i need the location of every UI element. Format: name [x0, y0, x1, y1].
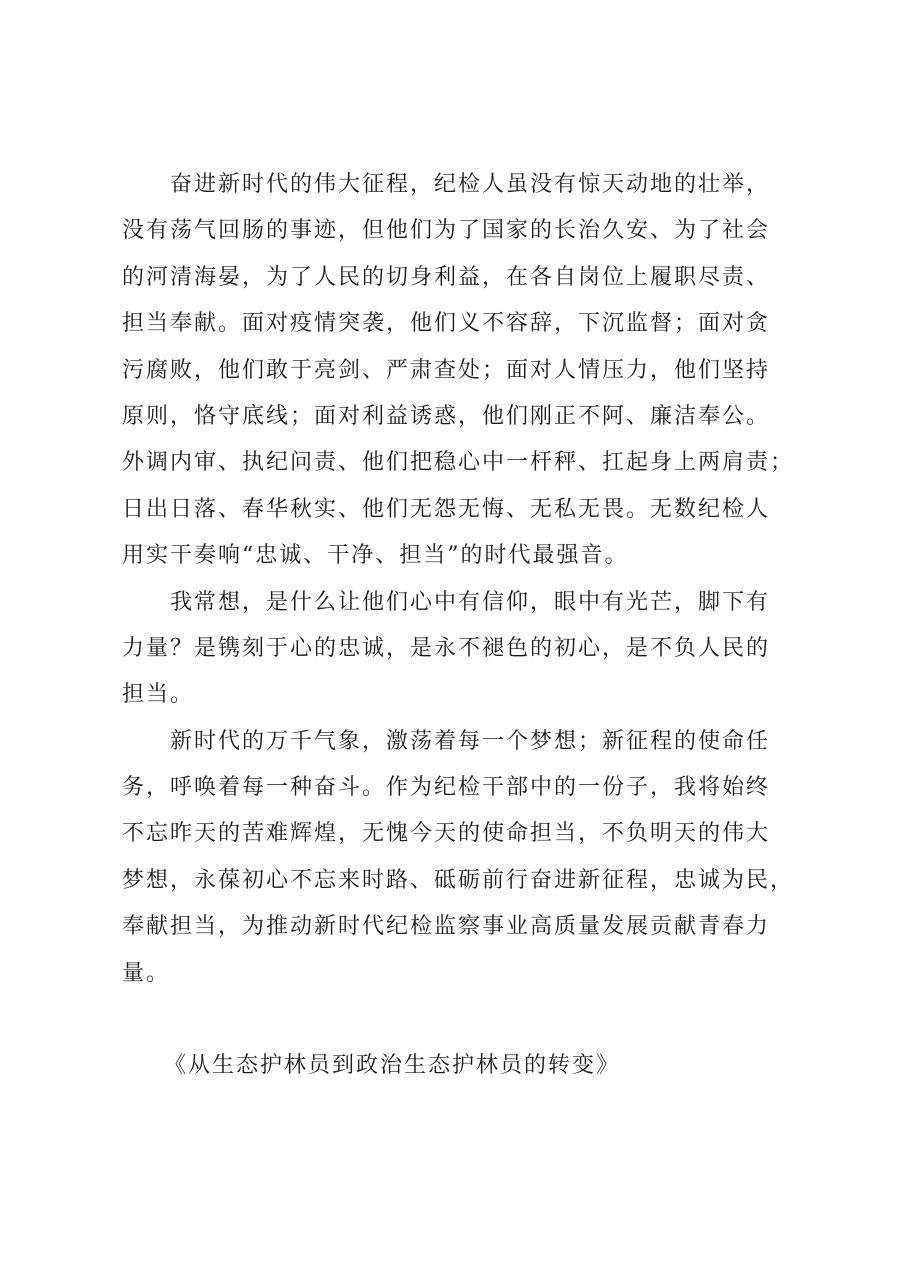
text-line: 担当奉献。面对疫情突袭，他们义不容辞，下沉监督；面对贪 [122, 311, 771, 337]
text-line: 奋进新时代的伟大征程，纪检人虽没有惊天动地的壮举， [170, 172, 771, 197]
text-line: 外调内审、执纪问责、他们把稳心中一杆秤、扛起身上两肩责； [122, 450, 795, 476]
text-line: 务，呼唤着每一种奋斗。作为纪检干部中的一份子，我将始终 [122, 775, 771, 801]
text-line: 奉献担当，为推动新时代纪检监察事业高质量发展贡献青春力 [122, 914, 771, 940]
text-line: 新时代的万千气象，激荡着每一个梦想；新征程的使命任 [170, 728, 771, 754]
section-spacer [122, 997, 812, 1043]
paragraph-3 [122, 719, 812, 997]
text-line: 原则，恪守底线；面对利益诱惑，他们刚正不阿、廉洁奉公。 [122, 403, 771, 429]
text-line: 量。 [122, 960, 171, 986]
text-line: 我常想，是什么让他们心中有信仰，眼中有光芒，脚下有 [170, 589, 771, 615]
text-line: 的河清海晏，为了人民的切身利益，在各自岗位上履职尽责、 [122, 264, 771, 290]
text-line: 用实干奏响“忠诚、干净、担当”的时代最强音。 [122, 543, 629, 569]
text-line: 不忘昨天的苦难辉煌，无愧今天的使命担当，不负明天的伟大 [122, 821, 771, 847]
next-article-title: 《从生态护林员到政治生态护林员的转变》 [164, 1053, 621, 1079]
text-line: 担当。 [122, 682, 195, 708]
text-line: 梦想，永葆初心不忘来时路、砥砺前行奋进新征程，忠诚为民， [122, 867, 795, 893]
text-line: 日出日落、春华秋实、他们无怨无悔、无私无畏。无数纪检人 [122, 496, 771, 522]
text-line: 没有荡气回肠的事迹，但他们为了国家的长治久安、为了社会 [122, 218, 771, 244]
document-body [122, 162, 812, 1089]
text-line: 污腐败，他们敢于亮剑、严肃查处；面对人情压力，他们坚持 [122, 357, 771, 383]
paragraph-2 [122, 580, 812, 719]
text-line: 力量？是镌刻于心的忠诚，是永不褪色的初心，是不负人民的 [122, 635, 771, 661]
paragraph-1 [122, 162, 812, 580]
